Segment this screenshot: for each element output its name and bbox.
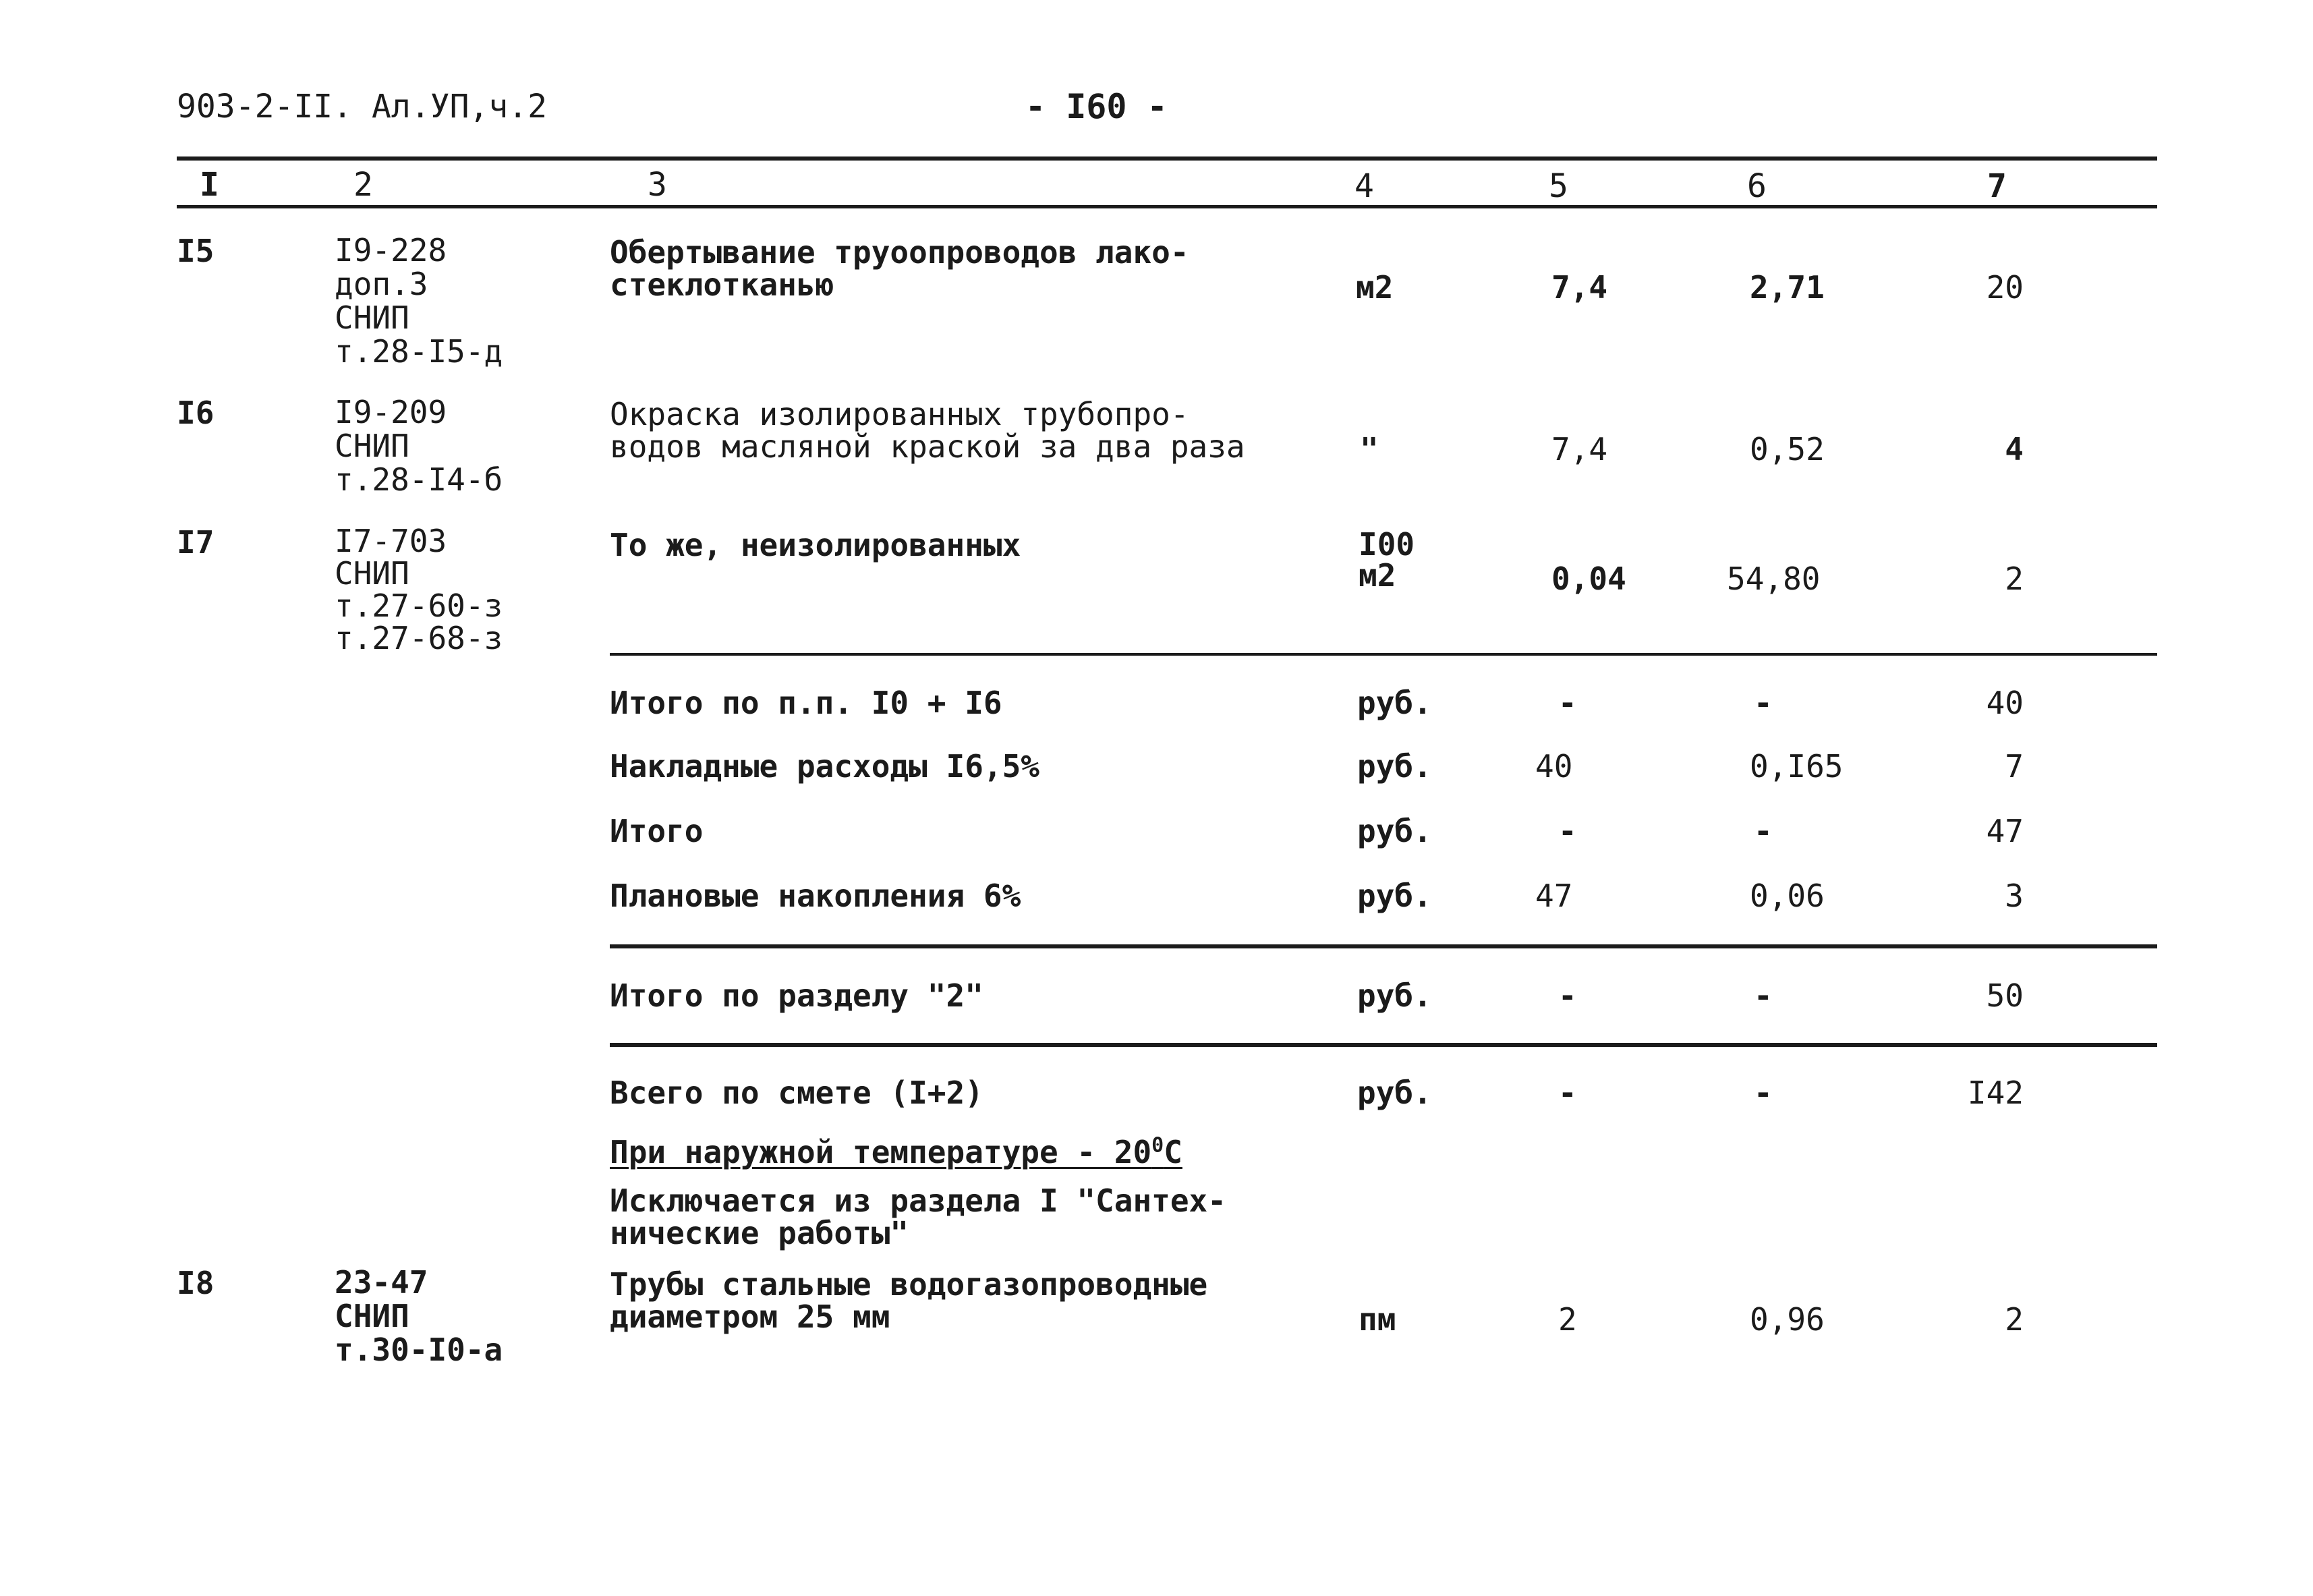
row-quantity: 7,4 — [1551, 431, 1608, 467]
subtotal-label: Накладные расходы I6,5% — [610, 748, 1039, 785]
section-total-quantity: - — [1558, 977, 1577, 1014]
subtotal-price: 0,I65 — [1750, 748, 1844, 785]
row-description: То же, неизолированных — [610, 527, 1021, 563]
subtotal-quantity: 47 — [1535, 878, 1573, 914]
row-total: 2 — [2005, 561, 2024, 597]
subtotal-total: 7 — [2005, 748, 2024, 785]
row-quantity: 2 — [1558, 1301, 1577, 1338]
row-unit: м2 — [1356, 269, 1394, 306]
column-header-1: I — [200, 166, 219, 204]
grand-total-total: I42 — [1967, 1075, 2024, 1111]
row-unit: " — [1360, 431, 1379, 467]
subtotal-total: 3 — [2005, 878, 2024, 914]
row-description: Окраска изолированных трубопро- водов масляной краской за два раза — [610, 396, 1245, 465]
section-total-price: - — [1754, 977, 1773, 1014]
subtotal-price: - — [1754, 813, 1773, 849]
row-number: I7 — [177, 524, 215, 561]
row-total: 4 — [2005, 431, 2024, 467]
subtotal-unit: руб. — [1357, 878, 1432, 914]
subtotal-label: Итого — [610, 813, 704, 849]
column-header-4: 4 — [1354, 167, 1374, 205]
row-description: Трубы стальные водогазопроводные диаметром 25 мм — [610, 1266, 1208, 1335]
subtotal-price: - — [1754, 685, 1773, 721]
column-header-2: 2 — [353, 166, 373, 204]
row-code: 23-47 СНИП т.30-I0-а — [335, 1264, 503, 1368]
document-code: 903-2-II. Ал.УП,ч.2 — [177, 88, 548, 125]
subtotal-total: 40 — [1986, 685, 2024, 721]
subtotal-price: 0,06 — [1750, 878, 1825, 914]
note-heading: При наружной температуре - $20^0С$ — [610, 1133, 1182, 1170]
subtotal-label: Итого по п.п. I0 + I6 — [610, 685, 1002, 721]
subtotal-quantity: - — [1558, 813, 1577, 849]
section-total-unit: руб. — [1357, 977, 1432, 1014]
header-rule — [177, 205, 2157, 208]
row-quantity: 0,04 — [1551, 561, 1626, 597]
section-total-total: 50 — [1986, 977, 2024, 1014]
row-number: I6 — [177, 395, 215, 431]
row-price: 0,96 — [1750, 1301, 1825, 1338]
row-number: I5 — [177, 233, 215, 269]
row-unit: I00 м2 — [1359, 526, 1415, 594]
row-price: 2,71 — [1750, 269, 1825, 306]
row-price: 0,52 — [1750, 431, 1825, 467]
row-code: I9-228 доп.3 СНИП т.28-I5-д — [335, 232, 503, 370]
grand-total-unit: руб. — [1357, 1075, 1432, 1111]
subtotal-unit: руб. — [1357, 813, 1432, 849]
section-total-label: Итого по разделу "2" — [610, 977, 983, 1014]
row-quantity: 7,4 — [1551, 269, 1608, 306]
grand-total-quantity: - — [1558, 1075, 1577, 1111]
row-price: 54,80 — [1727, 561, 1821, 597]
note-text: Исключается из раздела I "Сантех- нические работы" — [610, 1182, 1226, 1251]
row-code: I9-209 СНИП т.28-I4-б — [335, 394, 503, 498]
grand-total-label: Всего по смете (I+2) — [610, 1075, 983, 1111]
row-unit: пм — [1359, 1301, 1396, 1338]
page-number: - I60 - — [1025, 87, 1168, 126]
row-total: 20 — [1986, 269, 2024, 306]
column-header-6: 6 — [1747, 167, 1767, 205]
row-number: I8 — [177, 1265, 215, 1301]
subtotal-quantity: - — [1558, 685, 1577, 721]
subtotal-quantity: 40 — [1535, 748, 1573, 785]
subtotal-label: Плановые накопления 6% — [610, 878, 1021, 914]
subtotal-rule — [610, 653, 2157, 656]
subtotal-total: 47 — [1986, 813, 2024, 849]
column-header-7: 7 — [1987, 167, 2007, 205]
top-rule — [177, 156, 2157, 161]
row-code: I7-703 СНИП т.27-60-з т.27-68-з — [335, 523, 503, 656]
grand-total-rule — [610, 1043, 2157, 1047]
subtotal-unit: руб. — [1357, 685, 1432, 721]
section-rule — [610, 944, 2157, 948]
row-description: Обертывание труоопроводов лако- стеклотканью — [610, 234, 1189, 303]
column-header-3: 3 — [648, 166, 667, 204]
grand-total-price: - — [1754, 1075, 1773, 1111]
column-header-5: 5 — [1549, 167, 1568, 205]
row-total: 2 — [2005, 1301, 2024, 1338]
subtotal-unit: руб. — [1357, 748, 1432, 785]
